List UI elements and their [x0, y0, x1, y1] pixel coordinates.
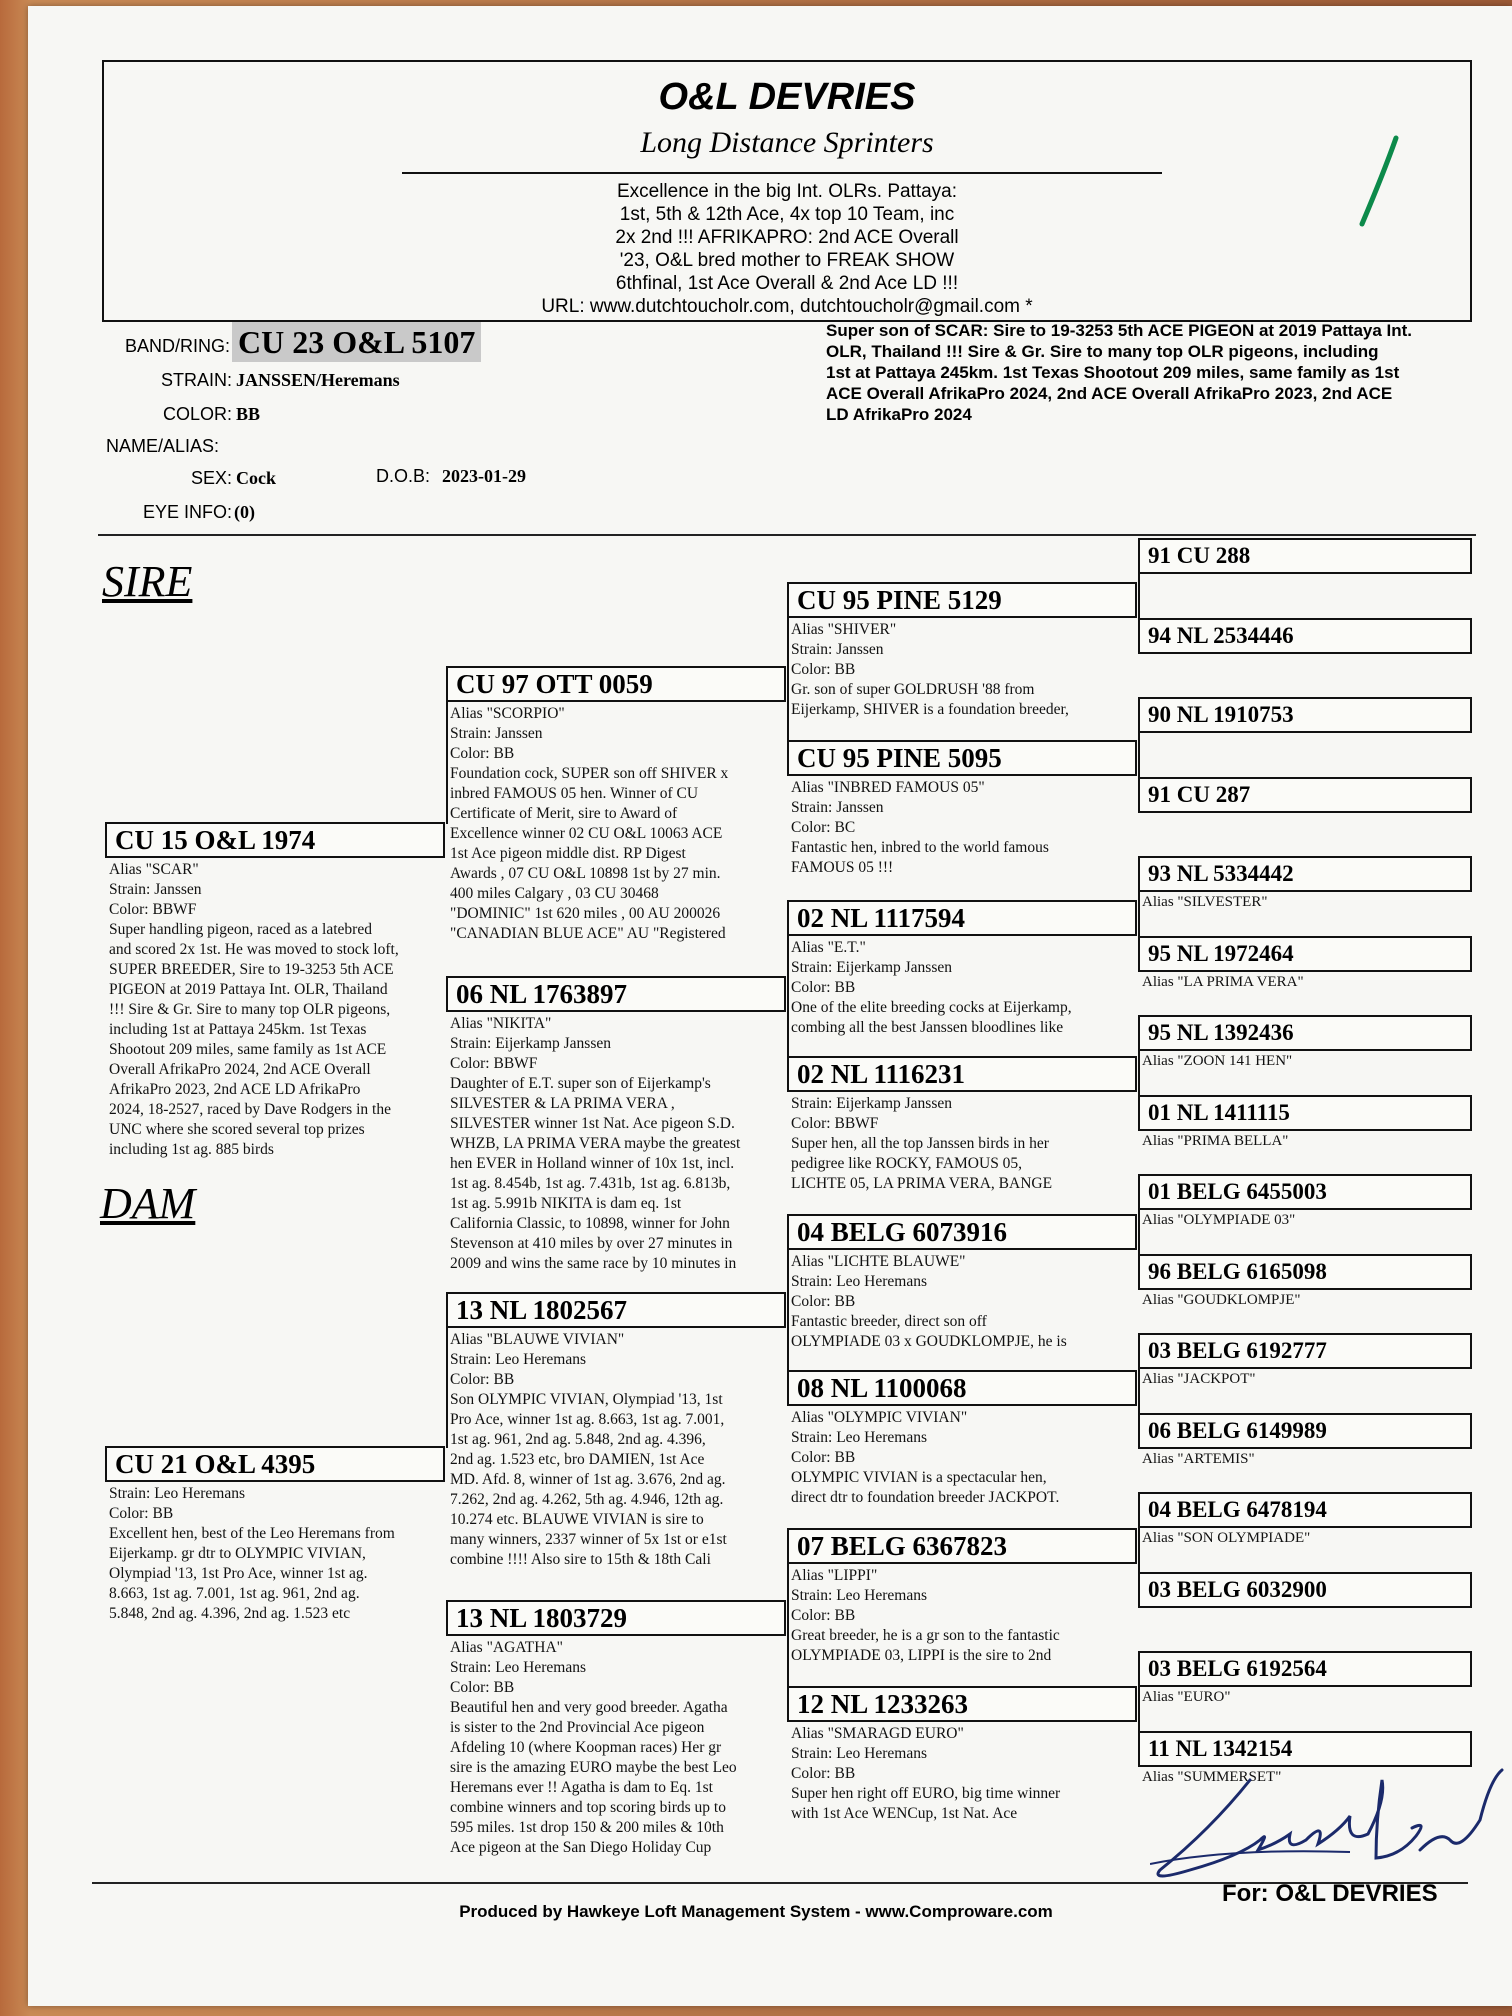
kennel-name: O&L DEVRIES: [658, 76, 916, 118]
detail-line: Color: BB: [791, 1293, 856, 1310]
dob-value: 2023-01-29: [442, 466, 526, 486]
gen4-alias: Alias "OLYMPIADE 03": [1142, 1212, 1296, 1228]
detail-line: Overall AfrikaPro 2024, 2nd ACE Overall: [109, 1061, 371, 1078]
detail-line: Foundation cock, SUPER son off SHIVER x: [450, 765, 729, 782]
detail-line: One of the elite breeding cocks at Eijerkamp,: [791, 999, 1072, 1016]
gen3-band-box: CU 95 PINE 5095: [787, 740, 1137, 776]
gen1-details: [109, 860, 439, 1160]
summary-line: LD AfrikaPro 2024: [826, 405, 972, 424]
detail-line: "DOMINIC" 1st 620 miles , 00 AU 200026: [450, 905, 721, 922]
gen3-details: [791, 620, 1131, 720]
gen2-band-box: CU 97 OTT 0059: [446, 666, 786, 702]
detail-line: Strain: Eijerkamp Janssen: [791, 1095, 952, 1112]
header-rule: [402, 172, 1162, 174]
detail-line: Strain: Leo Heremans: [109, 1485, 246, 1502]
sex-label: SEX:: [190, 468, 232, 488]
detail-line: LICHTE 05, LA PRIMA VERA, BANGE: [791, 1175, 1053, 1192]
gen4-alias: Alias "PRIMA BELLA": [1142, 1133, 1289, 1149]
connector-line: [1138, 1367, 1140, 1415]
detail-line: 5.848, 2nd ag. 4.396, 2nd ag. 1.523 etc: [109, 1605, 351, 1622]
gen4-band-box: 04 BELG 6478194: [1138, 1492, 1472, 1528]
promo-line: Excellence in the big Int. OLRs. Pattaya:: [616, 181, 958, 202]
detail-line: Alias "INBRED FAMOUS 05": [791, 779, 985, 796]
gen1-band-box: CU 21 O&L 4395: [105, 1446, 445, 1482]
detail-line: 7.262, 2nd ag. 4.262, 5th ag. 4.946, 12th ag.: [450, 1491, 724, 1508]
gen4-alias: Alias "EURO": [1142, 1689, 1231, 1705]
detail-line: Strain: Leo Heremans: [450, 1659, 587, 1676]
strain-label: STRAIN:: [160, 370, 232, 390]
gen4-alias: Alias "SUMMERSET": [1142, 1769, 1282, 1785]
detail-line: Son OLYMPIC VIVIAN, Olympiad '13, 1st: [450, 1391, 723, 1408]
detail-line: 2024, 18-2527, raced by Dave Rodgers in the: [109, 1101, 391, 1118]
band-label: BAND/RING:: [124, 336, 230, 356]
for-label: For: O&L DEVRIES: [1222, 1880, 1438, 1907]
detail-line: Strain: Leo Heremans: [791, 1429, 928, 1446]
detail-line: Fantastic breeder, direct son off: [791, 1313, 987, 1330]
connector-line: [446, 700, 448, 824]
detail-line: Pro Ace, winner 1st ag. 8.663, 1st ag. 7.001,: [450, 1411, 725, 1428]
detail-line: combing all the best Janssen bloodlines like: [791, 1019, 1064, 1036]
detail-line: Color: BC: [791, 819, 856, 836]
gen2-details: [450, 1638, 786, 1858]
detail-line: is sister to the 2nd Provincial Ace pigeon: [450, 1719, 705, 1736]
gen4-band-box: 06 BELG 6149989: [1138, 1413, 1472, 1449]
detail-line: AfrikaPro 2023, 2nd ACE LD AfrikaPro: [109, 1081, 361, 1098]
detail-line: Great breeder, he is a gr son to the fantastic: [791, 1627, 1060, 1644]
detail-line: combine !!!! Also sire to 15th & 18th Cali: [450, 1551, 711, 1568]
gen4-alias: Alias "SILVESTER": [1142, 894, 1268, 910]
gen4-band-box: 95 NL 1972464: [1138, 936, 1472, 972]
gen2-band-box: 06 NL 1763897: [446, 976, 786, 1012]
connector-line: [1138, 1049, 1140, 1097]
gen4-alias: Alias "LA PRIMA VERA": [1142, 974, 1304, 990]
detail-line: Color: BBWF: [450, 1055, 538, 1072]
detail-line: Super handling pigeon, raced as a latebred: [109, 921, 372, 938]
summary-line: Super son of SCAR: Sire to 19-3253 5th ACE PIGEON at 2019 Pattaya Int.: [826, 321, 1413, 340]
detail-line: SILVESTER & LA PRIMA VERA ,: [450, 1095, 675, 1112]
connector-line: [1138, 572, 1140, 620]
detail-line: 400 miles Calgary , 03 CU 30468: [450, 885, 659, 902]
connector-line: [1138, 1208, 1140, 1256]
detail-line: with 1st Ace WENCup, 1st Nat. Ace: [791, 1805, 1018, 1822]
detail-line: OLYMPIC VIVIAN is a spectacular hen,: [791, 1469, 1047, 1486]
dam-heading: DAM: [100, 1179, 196, 1228]
connector-line: [787, 1248, 789, 1372]
eye-value: (0): [234, 502, 255, 522]
detail-line: many winners, 2337 winner of 5x 1st or e1st: [450, 1531, 727, 1548]
connector-line: [446, 1326, 448, 1448]
detail-line: Eijerkamp, SHIVER is a foundation breeder,: [791, 701, 1069, 718]
promo-line: 1st, 5th & 12th Ace, 4x top 10 Team, inc: [619, 204, 955, 225]
detail-line: Alias "SHIVER": [791, 621, 897, 638]
gen1-details: [109, 1484, 439, 1624]
tagline: Long Distance Sprinters: [640, 126, 934, 159]
detail-line: Gr. son of super GOLDRUSH '88 from: [791, 681, 1035, 698]
detail-line: OLYMPIADE 03, LIPPI is the sire to 2nd: [791, 1647, 1052, 1664]
gen3-band-box: 02 NL 1116231: [787, 1056, 1137, 1092]
gen4-alias: Alias "SON OLYMPIADE": [1142, 1530, 1311, 1546]
detail-line: Color: BBWF: [109, 901, 197, 918]
color-value: BB: [236, 404, 261, 424]
gen3-band-box: CU 95 PINE 5129: [787, 582, 1137, 618]
gen4-alias: Alias "GOUDKLOMPJE": [1142, 1292, 1301, 1308]
detail-line: pedigree like ROCKY, FAMOUS 05,: [791, 1155, 1023, 1172]
summary-line: 1st at Pattaya 245km. 1st Texas Shootout 209 miles, same family as 1st: [826, 363, 1400, 382]
detail-line: Color: BB: [791, 661, 856, 678]
gen4-alias: Alias "ZOON 141 HEN": [1142, 1053, 1293, 1069]
detail-line: 8.663, 1st ag. 7.001, 1st ag. 961, 2nd ag.: [109, 1585, 360, 1602]
detail-line: California Classic, to 10898, winner for John: [450, 1215, 730, 1232]
detail-line: Super hen, all the top Janssen birds in her: [791, 1135, 1049, 1152]
gen3-band-box: 07 BELG 6367823: [787, 1528, 1137, 1564]
check-mark-icon: [1344, 132, 1404, 232]
gen4-band-box: 95 NL 1392436: [1138, 1015, 1472, 1051]
detail-line: sire is the amazing EURO maybe the best Leo: [450, 1759, 737, 1776]
name-label: NAME/ALIAS:: [106, 436, 220, 456]
detail-line: Strain: Eijerkamp Janssen: [450, 1035, 611, 1052]
gen2-band-box: 13 NL 1803729: [446, 1600, 786, 1636]
gen3-details: [791, 1252, 1131, 1352]
band-number: CU 23 O&L 5107: [232, 322, 481, 362]
gen2-details: [450, 704, 786, 944]
detail-line: Super hen right off EURO, big time winner: [791, 1785, 1061, 1802]
detail-line: Daughter of E.T. super son of Eijerkamp's: [450, 1075, 711, 1092]
detail-line: Alias "NIKITA": [450, 1015, 552, 1032]
detail-line: Color: BB: [450, 745, 515, 762]
footer-credit: Produced by Hawkeye Loft Management System - www.Comproware.com: [459, 1902, 1053, 1921]
detail-line: Strain: Leo Heremans: [791, 1587, 928, 1604]
promo-line: 6thfinal, 1st Ace Overall & 2nd Ace LD !!!: [615, 273, 959, 294]
dob-label: D.O.B:: [376, 466, 431, 486]
detail-line: Alias "LIPPI": [791, 1567, 878, 1584]
detail-line: Alias "SCAR": [109, 861, 199, 878]
detail-line: Excellent hen, best of the Leo Heremans from: [109, 1525, 395, 1542]
detail-line: Shootout 209 miles, same family as 1st ACE: [109, 1041, 387, 1058]
sire-heading: SIRE: [102, 557, 193, 606]
detail-line: FAMOUS 05 !!!: [791, 859, 894, 876]
detail-line: Strain: Eijerkamp Janssen: [791, 959, 952, 976]
detail-line: including 1st at Pattaya 245km. 1st Texas: [109, 1021, 367, 1038]
gen4-band-box: 93 NL 5334442: [1138, 856, 1472, 892]
gen3-details: [791, 778, 1131, 878]
connector-line: [1138, 890, 1140, 938]
connector-line: [1138, 1685, 1140, 1733]
gen3-details: [791, 938, 1131, 1038]
gen4-band-box: 03 BELG 6192564: [1138, 1651, 1472, 1687]
detail-line: WHZB, LA PRIMA VERA maybe the greatest: [450, 1135, 741, 1152]
gen4-alias: Alias "ARTEMIS": [1142, 1451, 1255, 1467]
gen4-band-box: 94 NL 2534446: [1138, 618, 1472, 654]
detail-line: including 1st ag. 885 birds: [109, 1141, 274, 1158]
detail-line: Ace pigeon at the San Diego Holiday Cup: [450, 1839, 712, 1856]
gen3-details: [791, 1408, 1131, 1508]
detail-line: Color: BB: [450, 1371, 515, 1388]
gen3-details: [791, 1566, 1131, 1666]
detail-line: Stevenson at 410 miles by over 27 minutes in: [450, 1235, 733, 1252]
url-line: URL: www.dutchtoucholr.com, dutchtoucholr@gmail.com *: [541, 296, 1033, 317]
detail-line: SUPER BREEDER, Sire to 19-3253 5th ACE: [109, 961, 394, 978]
bird-summary: [826, 320, 1466, 425]
connector-line: [787, 1562, 789, 1688]
detail-line: direct dtr to foundation breeder JACKPOT.: [791, 1489, 1060, 1506]
detail-line: Strain: Leo Heremans: [791, 1273, 928, 1290]
connector-line: [787, 616, 789, 742]
connector-line: [787, 934, 789, 1058]
detail-line: hen EVER in Holland winner of 10x 1st, incl.: [450, 1155, 735, 1172]
detail-line: Alias "OLYMPIC VIVIAN": [791, 1409, 968, 1426]
detail-line: Color: BB: [791, 1607, 856, 1624]
detail-line: Fantastic hen, inbred to the world famous: [791, 839, 1049, 856]
detail-line: Strain: Leo Heremans: [450, 1351, 587, 1368]
detail-line: "CANADIAN BLUE ACE" AU "Registered: [450, 925, 726, 942]
detail-line: Color: BB: [450, 1679, 515, 1696]
promo-line: '23, O&L bred mother to FREAK SHOW: [619, 250, 955, 271]
gen4-band-box: 03 BELG 6032900: [1138, 1572, 1472, 1608]
detail-line: Afdeling 10 (where Koopman races) Her gr: [450, 1739, 722, 1756]
detail-line: Eijerkamp. gr dtr to OLYMPIC VIVIAN,: [109, 1545, 366, 1562]
gen4-band-box: 96 BELG 6165098: [1138, 1254, 1472, 1290]
detail-line: 1st Ace pigeon middle dist. RP Digest: [450, 845, 686, 862]
gen4-band-box: 91 CU 288: [1138, 538, 1472, 574]
detail-line: Certificate of Merit, sire to Award of: [450, 805, 678, 822]
gen2-band-box: 13 NL 1802567: [446, 1292, 786, 1328]
summary-line: OLR, Thailand !!! Sire & Gr. Sire to many top OLR pigeons, including: [826, 342, 1379, 361]
summary-line: ACE Overall AfrikaPro 2024, 2nd ACE Overall AfrikaPro 2023, 2nd ACE: [826, 384, 1393, 403]
gen4-band-box: 03 BELG 6192777: [1138, 1333, 1472, 1369]
detail-line: Alias "E.T.": [791, 939, 866, 956]
detail-line: Color: BB: [109, 1505, 174, 1522]
gen1-band-box: CU 15 O&L 1974: [105, 822, 445, 858]
sex-value: Cock: [236, 468, 276, 488]
gen4-band-box: 11 NL 1342154: [1138, 1731, 1472, 1767]
connector-line: [1138, 731, 1140, 779]
connector-line: [1138, 1526, 1140, 1574]
gen4-band-box: 91 CU 287: [1138, 777, 1472, 813]
detail-line: Strain: Janssen: [791, 641, 884, 658]
detail-line: Color: BB: [791, 1449, 856, 1466]
detail-line: Alias "AGATHA": [450, 1639, 563, 1656]
gen3-band-box: 08 NL 1100068: [787, 1370, 1137, 1406]
detail-line: Awards , 07 CU O&L 10898 1st by 27 min.: [450, 865, 721, 882]
detail-line: UNC where she scored several top prizes: [109, 1121, 365, 1138]
gen4-band-box: 01 BELG 6455003: [1138, 1174, 1472, 1210]
promo-line: 2x 2nd !!! AFRIKAPRO: 2nd ACE Overall: [615, 227, 959, 248]
detail-line: 595 miles. 1st drop 150 & 200 miles & 10th: [450, 1819, 724, 1836]
detail-line: Alias "LICHTE BLAUWE": [791, 1253, 966, 1270]
detail-line: Strain: Leo Heremans: [791, 1745, 928, 1762]
strain-value: JANSSEN/Heremans: [236, 370, 400, 390]
detail-line: OLYMPIADE 03 x GOUDKLOMPJE, he is: [791, 1333, 1067, 1350]
detail-line: MD. Afd. 8, winner of 1st ag. 3.676, 2nd ag.: [450, 1471, 726, 1488]
detail-line: Color: BBWF: [791, 1115, 879, 1132]
gen3-band-box: 02 NL 1117594: [787, 900, 1137, 936]
detail-line: 1st ag. 5.991b NIKITA is dam eq. 1st: [450, 1195, 682, 1212]
detail-line: SILVESTER winner 1st Nat. Ace pigeon S.D.: [450, 1115, 735, 1132]
gen4-band-box: 90 NL 1910753: [1138, 697, 1472, 733]
detail-line: Color: BB: [791, 979, 856, 996]
detail-line: Strain: Janssen: [109, 881, 202, 898]
detail-line: Strain: Janssen: [791, 799, 884, 816]
gen4-alias: Alias "JACKPOT": [1142, 1371, 1256, 1387]
gen2-details: [450, 1014, 786, 1274]
separator-rule: [98, 534, 1476, 536]
gen4-band-box: 01 NL 1411115: [1138, 1095, 1472, 1131]
detail-line: 2009 and wins the same race by 10 minutes in: [450, 1255, 737, 1272]
detail-line: Alias "SCORPIO": [450, 705, 565, 722]
detail-line: 2nd ag. 1.523 etc, bro DAMIEN, 1st Ace: [450, 1451, 705, 1468]
detail-line: Color: BB: [791, 1765, 856, 1782]
detail-line: PIGEON at 2019 Pattaya Int. OLR, Thailand: [109, 981, 388, 998]
detail-line: combine winners and top scoring birds up to: [450, 1799, 726, 1816]
color-label: COLOR:: [162, 404, 232, 424]
gen3-band-box: 12 NL 1233263: [787, 1686, 1137, 1722]
gen2-details: [450, 1330, 786, 1570]
detail-line: Beautiful hen and very good breeder. Agatha: [450, 1699, 728, 1716]
detail-line: inbred FAMOUS 05 hen. Winner of CU: [450, 785, 699, 802]
detail-line: !!! Sire & Gr. Sire to many top OLR pigeons,: [109, 1001, 391, 1018]
detail-line: Excellence winner 02 CU O&L 10063 ACE: [450, 825, 723, 842]
detail-line: and scored 2x 1st. He was moved to stock loft,: [109, 941, 399, 958]
gen3-details: [791, 1724, 1131, 1824]
detail-line: 1st ag. 8.454b, 1st ag. 7.431b, 1st ag. 6.813b,: [450, 1175, 731, 1192]
header-box: [102, 60, 1472, 322]
signature-image: [1150, 1760, 1510, 1890]
detail-line: Strain: Janssen: [450, 725, 543, 742]
detail-line: 1st ag. 961, 2nd ag. 5.848, 2nd ag. 4.396,: [450, 1431, 706, 1448]
gen3-band-box: 04 BELG 6073916: [787, 1214, 1137, 1250]
detail-line: Olympiad '13, 1st Pro Ace, winner 1st ag.: [109, 1565, 368, 1582]
gen3-details: [791, 1094, 1131, 1194]
detail-line: Alias "SMARAGD EURO": [791, 1725, 964, 1742]
detail-line: Heremans ever !! Agatha is dam to Eq. 1st: [450, 1779, 713, 1796]
detail-line: Alias "BLAUWE VIVIAN": [450, 1331, 625, 1348]
detail-line: 10.274 etc. BLAUWE VIVIAN is sire to: [450, 1511, 704, 1528]
eye-label: EYE INFO:: [142, 502, 232, 522]
